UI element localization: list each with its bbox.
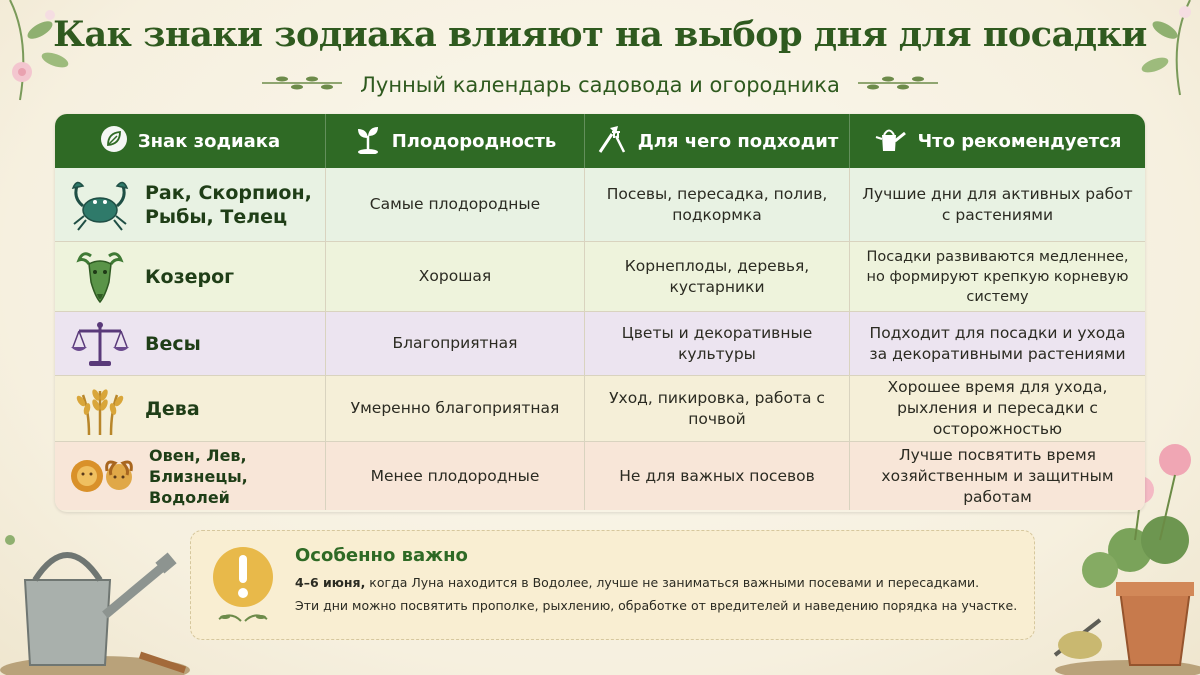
suitable-cell: Не для важных посевов [585,442,850,510]
important-note [190,530,1035,640]
laurel-left-icon [262,73,342,97]
recommended-cell: Посадки развиваются медленнее, но формируют крепкую корневую систему [866,248,1129,305]
table-row [55,311,1145,375]
garden-tools-icon [596,124,628,159]
sign-cell: Козерог [55,242,326,311]
suitable-cell: Цветы и декоративные культуры [585,312,850,375]
table-row [55,168,1145,241]
header-zodiac-sign: Знак зодиака [55,114,326,168]
subtitle-row [0,70,1200,100]
header-suitable-for: Для чего подходит [585,114,850,168]
note-line-2: Эти дни можно посвятить прополке, рыхлению, обработке от вредителей и наведению порядка на участке. [295,598,1018,613]
recommended-cell: Лучше посвятить время хозяйственным и защитным работам [881,445,1114,506]
ram-lion-icon [69,447,139,505]
goat-icon [69,248,131,306]
table-header [55,114,1145,168]
leaf-icon [100,125,128,158]
recommended-cell: Подходит для посадки и ухода за декоративными растениями [869,323,1126,363]
fertility-cell: Благоприятная [326,312,585,375]
table-row [55,441,1145,510]
fertility-cell: Умеренно благоприятная [326,376,585,441]
fertility-cell: Менее плодородные [326,442,585,510]
laurel-right-icon [858,73,938,97]
fertility-cell: Самые плодородные [326,168,585,241]
crab-icon [69,176,131,234]
zodiac-table [55,114,1145,512]
suitable-cell: Корнеплоды, деревья, кустарники [585,242,850,311]
page-title: Как знаки зодиака влияют на выбор дня для посадки [53,14,1147,55]
exclamation-icon [205,541,281,635]
note-line-1: 4–6 июня, когда Луна находится в Водолее, лучше не заниматься важными посевами и пересадками. [295,575,980,590]
recommended-cell: Хорошее время для ухода, рыхления и пересадки с осторожностью [887,378,1108,438]
watering-can-icon [874,125,908,158]
sign-cell: Рак, Скорпион, Рыбы, Телец [55,168,326,241]
table-row [55,375,1145,441]
scales-icon [69,315,131,373]
sprout-icon [354,124,382,159]
fertility-cell: Хорошая [326,242,585,311]
note-title: Особенно важно [295,545,468,566]
suitable-cell: Посевы, пересадка, полив, подкормка [585,168,850,241]
header-fertility: Плодородность [326,114,585,168]
sign-cell: Весы [55,312,326,375]
page-subtitle: Лунный календарь садовода и огородника [360,73,840,97]
table-row [55,241,1145,311]
sign-cell: Овен, Лев, Близнецы, Водолей [55,442,326,510]
wheat-icon [69,380,131,438]
recommended-cell: Лучшие дни для активных работ с растениями [862,184,1133,224]
sign-cell: Дева [55,376,326,441]
header-recommended: Что рекомендуется [850,114,1145,168]
watering-can-decoration [0,520,190,675]
suitable-cell: Уход, пикировка, работа с почвой [585,376,850,441]
